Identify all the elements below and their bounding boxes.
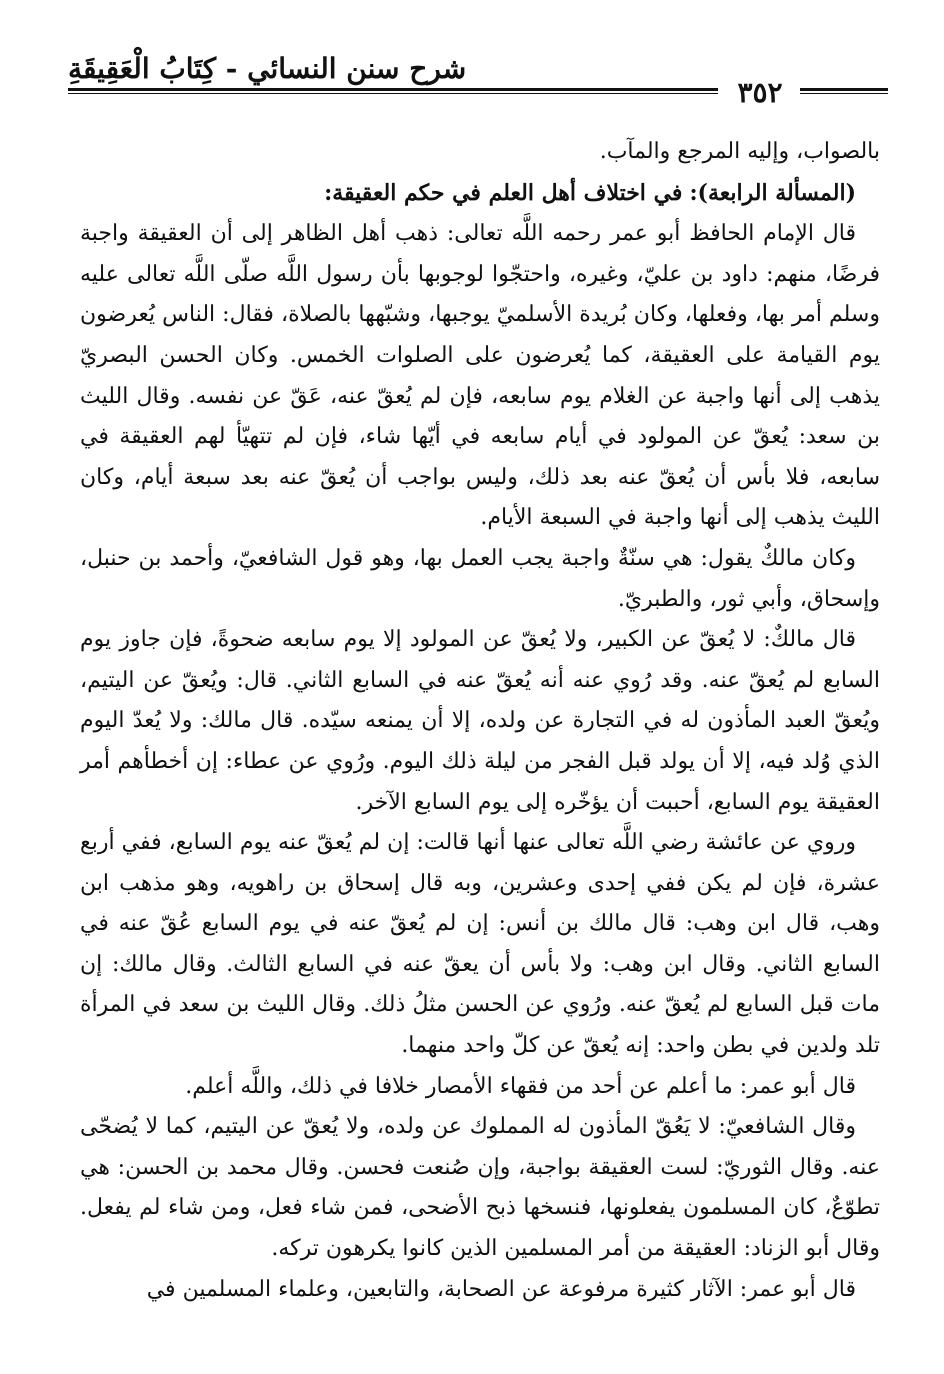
paragraph: قال الإمام الحافظ أبو عمر رحمه اللَّه تعالى: ذهب أهل الظاهر إلى أن العقيقة واجبة فرضًا، منهم: داود بن عليّ، وغيره، واحتجّوا لوجوبها بأن رسول اللَّه صلّى اللَّه تعالى عليه وسلم أمر بها، وفعلها، وكان بُريدة الأسلميّ يوجبها، وشبّهها بالصلاة، فقال: الناس يُعرضون يوم القيامة على العقيقة، كما يُعرضون على الصلوات الخمس. وكان الحسن البصريّ يذهب إلى أنها واجبة عن الغلام يوم سابعه، فإن لم يُعقّ عنه، عَقّ عن نفسه. وقال الليث بن سعد: يُعقّ عن المولود في أيام سابعه في أيّها شاء، فإن لم تتهيّأ لهم العقيقة في سابعه، فلا بأس أن يُعقّ عنه بعد ذلك، وليس بواجب أن يُعقّ عنه بعد سبعة أيام، وكان الليث يذهب إلى أنها واجبة في السبعة الأيام.	[80, 221, 880, 531]
paragraph: قال أبو عمر: الآثار كثيرة مرفوعة عن الصحابة، والتابعين، وعلماء المسلمين في	[146, 1276, 856, 1302]
header-rule-left	[68, 88, 718, 94]
section-heading-paragraph	[80, 173, 880, 215]
section-heading-text: في اختلاف أهل العلم في حكم العقيقة:	[324, 179, 683, 206]
page-number: ٣٥٢	[737, 76, 783, 109]
header-rule-right	[800, 88, 888, 94]
paragraph: وقال الشافعيّ: لا يَعُقّ المأذون له المملوك عن ولده، ولا يُعقّ عن اليتيم، كما لا يُضحّى عنه. وقال الثوريّ: لست العقيقة بواجبة، وإن صُنعت فحسن. وقال محمد بن الحسن: هي تطوّعٌ، كان المسلمون يفعلونها، فنسخها ذبح الأضحى، فمن شاء فعل، ومن شاء لم يفعل. وقال أبو الزناد: العقيقة من أمر المسلمين الذين كانوا يكرهون تركه.	[80, 1114, 880, 1262]
paragraph: قال مالكٌ: لا يُعقّ عن الكبير، ولا يُعقّ عن المولود إلا يوم سابعه ضحوةً، فإن جاوز يوم السابع لم يُعقّ عنه. وقد رُوي عنه أنه يُعقّ عنه في السابع الثاني. قال: ويُعقّ عن اليتيم، ويُعقّ العبد المأذون له في التجارة عن ولده، إلا أن يمنعه سيّده. قال مالك: ولا يُعدّ اليوم الذي وُلد فيه، إلا أن يولد قبل الفجر من ليلة ذلك اليوم. ورُوي عن عطاء: إن أخطأهم أمر العقيقة يوم السابع، أحببت أن يؤخّره إلى يوم السابع الآخر.	[80, 627, 880, 815]
paragraph-continuation: بالصواب، وإليه المرجع والمآب.	[599, 139, 880, 164]
paragraph: وكان مالكٌ يقول: هي سنّةٌ واجبة يجب العمل بها، وهو قول الشافعيّ، وأحمد بن حنبل، وإسحاق، وأبي ثور، والطبريّ.	[80, 545, 880, 612]
page-header	[68, 52, 888, 122]
page-body	[80, 132, 880, 1310]
paragraph: وروي عن عائشة رضي اللَّه تعالى عنها أنها قالت: إن لم يُعقّ عنه يوم السابع، ففي أربع عشرة، فإن لم يكن ففي إحدى وعشرين، وبه قال إسحاق بن راهويه، وهو مذهب ابن وهب، قال ابن وهب: قال مالك بن أنس: إن لم يُعقّ عنه في يوم السابع عُقّ عنه في السابع الثاني. وقال ابن وهب: ولا بأس أن يعقّ عنه في السابع الثالث. وقال مالك: إن مات قبل السابع لم يُعقّ عنه. ورُوي عن الحسن مثلُ ذلك. وقال الليث بن سعد في المرأة تلد ولدين في بطن واحد: إنه يُعقّ عن كلّ واحد منهما.	[80, 830, 880, 1059]
paragraph: قال أبو عمر: ما أعلم عن أحد من فقهاء الأمصار خلافا في ذلك، واللَّه أعلم.	[185, 1073, 856, 1099]
section-heading: (المسألة الرابعة):	[689, 179, 856, 206]
running-title: شرح سنن النسائي - كِتَابُ الْعَقِيقَةِ	[68, 52, 467, 85]
